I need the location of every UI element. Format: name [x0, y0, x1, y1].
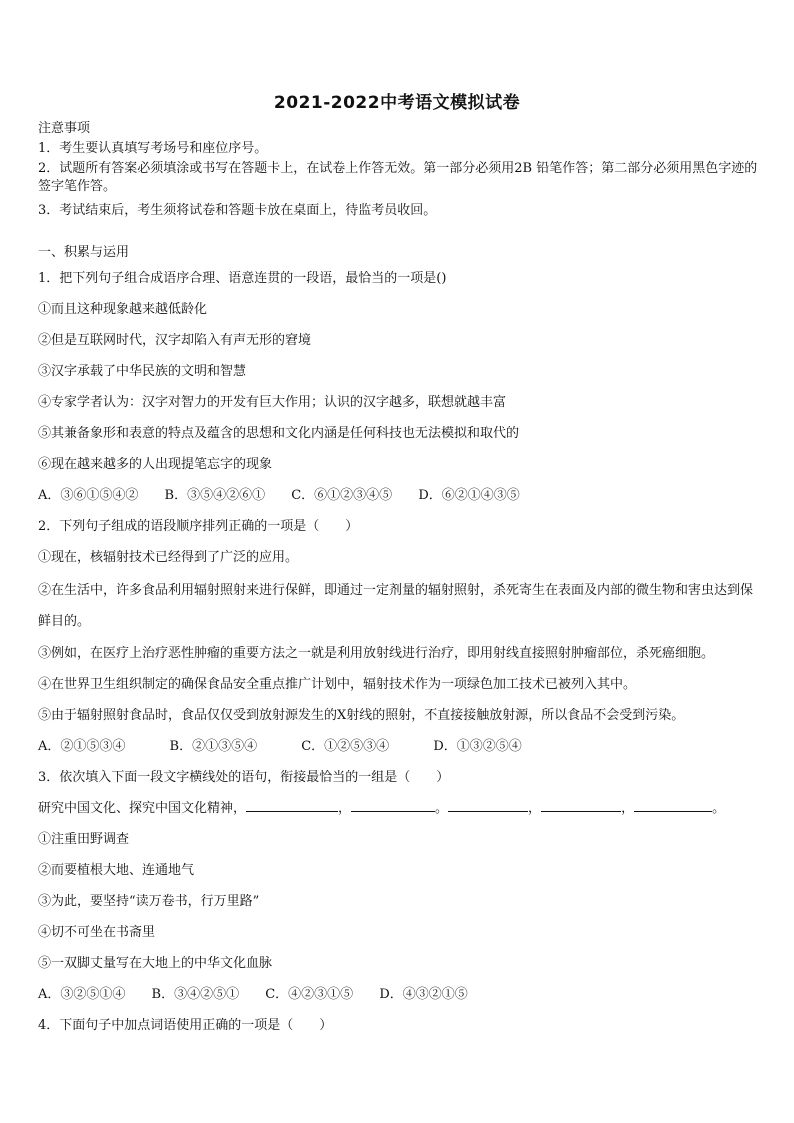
q3-sentence: ⑤一双脚丈量写在大地上的中华文化血脉	[38, 956, 273, 971]
exam-title: 2021-2022中考语文模拟试卷	[273, 93, 521, 113]
answer-blank[interactable]	[448, 810, 528, 812]
q2-option-b[interactable]: B．②①③⑤④	[169, 739, 258, 754]
answer-blank[interactable]	[351, 810, 435, 812]
answer-blank[interactable]	[634, 810, 712, 812]
q2-sentence: ②在生活中，许多食品利用辐射照射来进行保鲜，即通过一定剂量的辐射照射，杀死寄生在表面及内部的微生物和害虫达到保鲜目的。	[38, 583, 754, 629]
q1-sentence: ⑤其兼备象形和表意的特点及蕴含的思想和文化内涵是任何科技也无法模拟和取代的	[38, 426, 520, 441]
q2-sentence: ①现在，核辐射技术已经得到了广泛的应用。	[38, 550, 299, 565]
q3-passage	[38, 800, 758, 818]
q1-options	[38, 487, 758, 505]
notice-item: 3．考试结束后，考生须将试卷和答题卡放在桌面上，待监考员收回。	[38, 203, 437, 218]
q3-separator: 。	[712, 801, 726, 816]
q1-sentence: ①而且这种现象越来越低龄化	[38, 302, 208, 317]
q2-sentence: ③例如，在医疗上治疗恶性肿瘤的重要方法之一就是利用放射线进行治疗，即用射线直接照射肿瘤部位，杀死癌细胞。	[38, 646, 715, 661]
q2-sentence: ⑤由于辐射照射食品时，食品仅仅受到放射源发生的X射线的照射，不直接接触放射源，所以食品不会受到污染。	[38, 708, 685, 723]
q3-options	[38, 986, 758, 1004]
q3-sentence: ①注重田野调查	[38, 832, 130, 847]
q1-sentence: ②但是互联网时代，汉字却陷入有声无形的窘境	[38, 333, 312, 348]
q3-option-a[interactable]: A．③②⑤①④	[38, 987, 126, 1002]
q3-option-c[interactable]: C．④②③①⑤	[265, 987, 354, 1002]
q1-sentence: ④专家学者认为：汉字对智力的开发有巨大作用；认识的汉字越多，联想就越丰富	[38, 395, 507, 410]
notice-heading: 注意事项	[38, 121, 91, 136]
q2-option-c[interactable]: C．①②⑤③④	[301, 739, 390, 754]
q1-option-a[interactable]: A．③⑥①⑤④②	[38, 488, 139, 503]
notice-item: 1．考生要认真填写考场号和座位序号。	[38, 141, 268, 156]
q1-option-d[interactable]: D．⑥②①④③⑤	[418, 488, 520, 503]
q2-sentence: ④在世界卫生组织制定的确保食品安全重点推广计划中，辐射技术作为一项绿色加工技术已被列入其中。	[38, 677, 637, 692]
q3-separator: 。	[435, 801, 449, 816]
q3-sentence: ③为此，要坚持“读万卷书，行万里路”	[38, 894, 260, 909]
q3-separator: ，	[528, 801, 542, 816]
q3-sentence: ②而要植根大地、连通地气	[38, 863, 195, 878]
q2-option-d[interactable]: D．①③②⑤④	[433, 739, 522, 754]
notice-item: 2．试题所有答案必须填涂或书写在答题卡上，在试卷上作答无效。第一部分必须用2B 铅笔作答；第二部分必须用黑色字迹的签字笔作答。	[38, 161, 758, 194]
q1-option-c[interactable]: C．⑥①②③④⑤	[291, 488, 393, 503]
q3-separator: ，	[338, 801, 352, 816]
question-1-stem: 1．把下列句子组合成语序合理、语意连贯的一段语，最恰当的一项是()	[38, 271, 447, 286]
q1-sentence: ⑥现在越来越多的人出现提笔忘字的现象	[38, 457, 273, 472]
answer-blank[interactable]	[246, 810, 338, 812]
q1-sentence: ③汉字承载了中华民族的文明和智慧	[38, 364, 247, 379]
q3-separator: ，	[621, 801, 635, 816]
question-2-stem: 2．下列句子组成的语段顺序排列正确的一项是（ ）	[38, 519, 359, 534]
q3-passage-start: 研究中国文化、探究中国文化精神，	[38, 801, 247, 816]
section-heading: 一、积累与运用	[38, 245, 130, 260]
q2-option-a[interactable]: A．②①⑤③④	[38, 739, 126, 754]
question-4-stem: 4．下面句子中加点词语使用正确的一项是（ ）	[38, 1018, 333, 1033]
q3-option-b[interactable]: B．③④②⑤①	[151, 987, 240, 1002]
q2-options	[38, 738, 758, 756]
question-3-stem: 3．依次填入下面一段文字横线处的语句，衔接最恰当的一组是（ ）	[38, 770, 450, 785]
q1-option-b[interactable]: B．③⑤④②⑥①	[164, 488, 266, 503]
q3-sentence: ④切不可坐在书斋里	[38, 925, 156, 940]
q3-option-d[interactable]: D．④③②①⑤	[379, 987, 468, 1002]
answer-blank[interactable]	[541, 810, 621, 812]
